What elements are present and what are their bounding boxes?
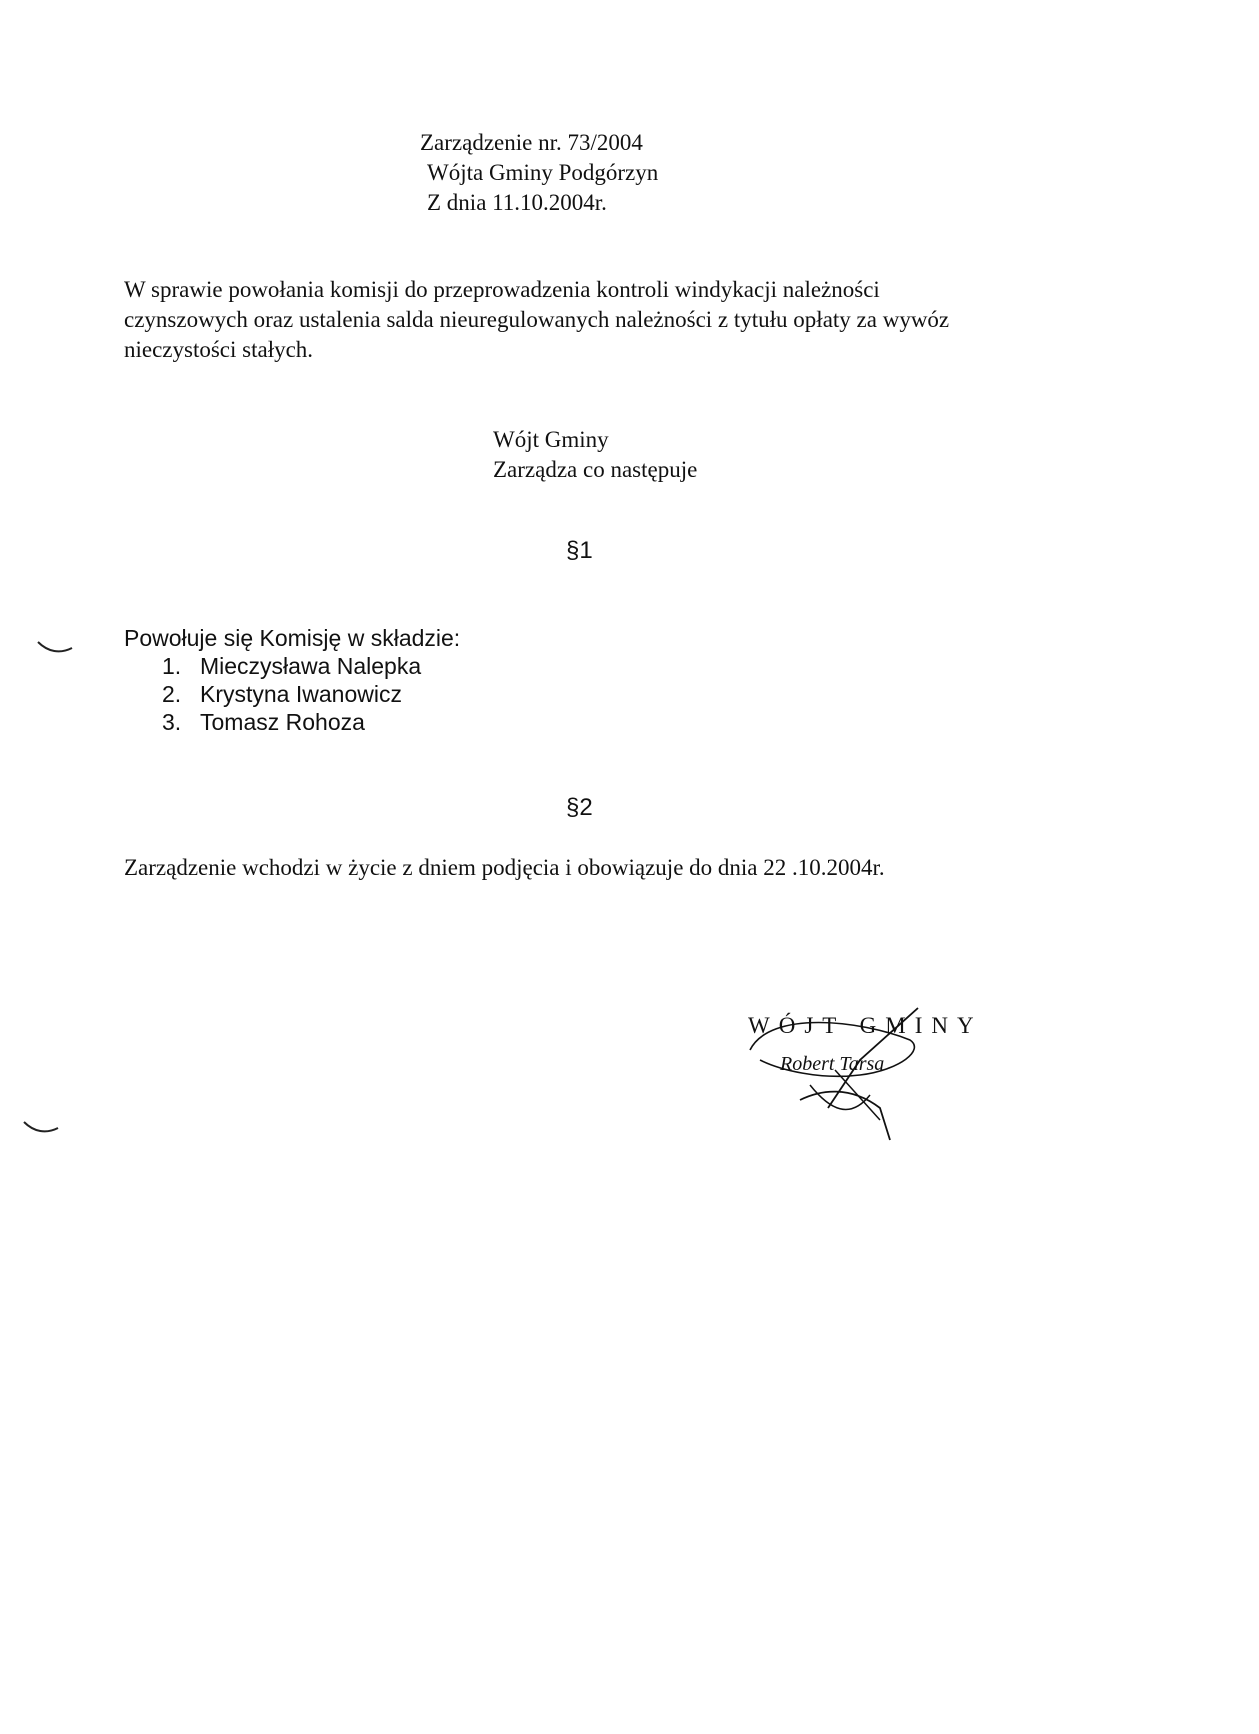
scan-margin-mark xyxy=(36,638,76,658)
handwritten-signature xyxy=(740,990,940,1150)
list-item xyxy=(162,652,421,680)
section-2-heading: §2 xyxy=(566,794,593,821)
stamp-title: WÓJT GMINY xyxy=(748,1013,983,1038)
list-item xyxy=(162,680,421,708)
issuer: Wójta Gminy Podgórzyn xyxy=(427,160,659,185)
member-name: Mieczysława Nalepka xyxy=(200,653,422,679)
ruling-statement xyxy=(493,425,697,485)
subject-line: W sprawie powołania komisji do przeprowadzenia kontroli windykacji należności xyxy=(124,277,880,302)
member-number: 1. xyxy=(162,653,182,679)
order-number: Zarządzenie nr. 73/2004 xyxy=(420,130,643,155)
commission-intro: Powołuje się Komisję w składzie: xyxy=(124,625,461,651)
subject-line: nieczystości stałych. xyxy=(124,337,314,362)
issue-date: Z dnia 11.10.2004r. xyxy=(427,190,607,215)
member-name: Krystyna Iwanowicz xyxy=(200,681,402,707)
scan-margin-mark xyxy=(22,1118,62,1138)
commission-members xyxy=(162,652,421,736)
effective-clause: Zarządzenie wchodzi w życie z dniem podjęcia i obowiązuje do dnia 22 .10.2004r. xyxy=(124,855,885,880)
member-name: Tomasz Rohoza xyxy=(200,709,365,735)
ruler-title: Wójt Gminy xyxy=(493,427,609,452)
stamp-name: Robert Tarsa xyxy=(780,1053,885,1075)
document-header xyxy=(420,128,658,218)
subject-paragraph xyxy=(124,275,1024,365)
section-1-heading: §1 xyxy=(566,537,593,564)
member-number: 2. xyxy=(162,681,182,707)
list-item xyxy=(162,708,421,736)
member-number: 3. xyxy=(162,709,182,735)
subject-line: czynszowych oraz ustalenia salda nieuregulowanych należności z tytułu opłaty za wywóz xyxy=(124,307,950,332)
ruler-decree: Zarządza co następuje xyxy=(493,457,698,482)
